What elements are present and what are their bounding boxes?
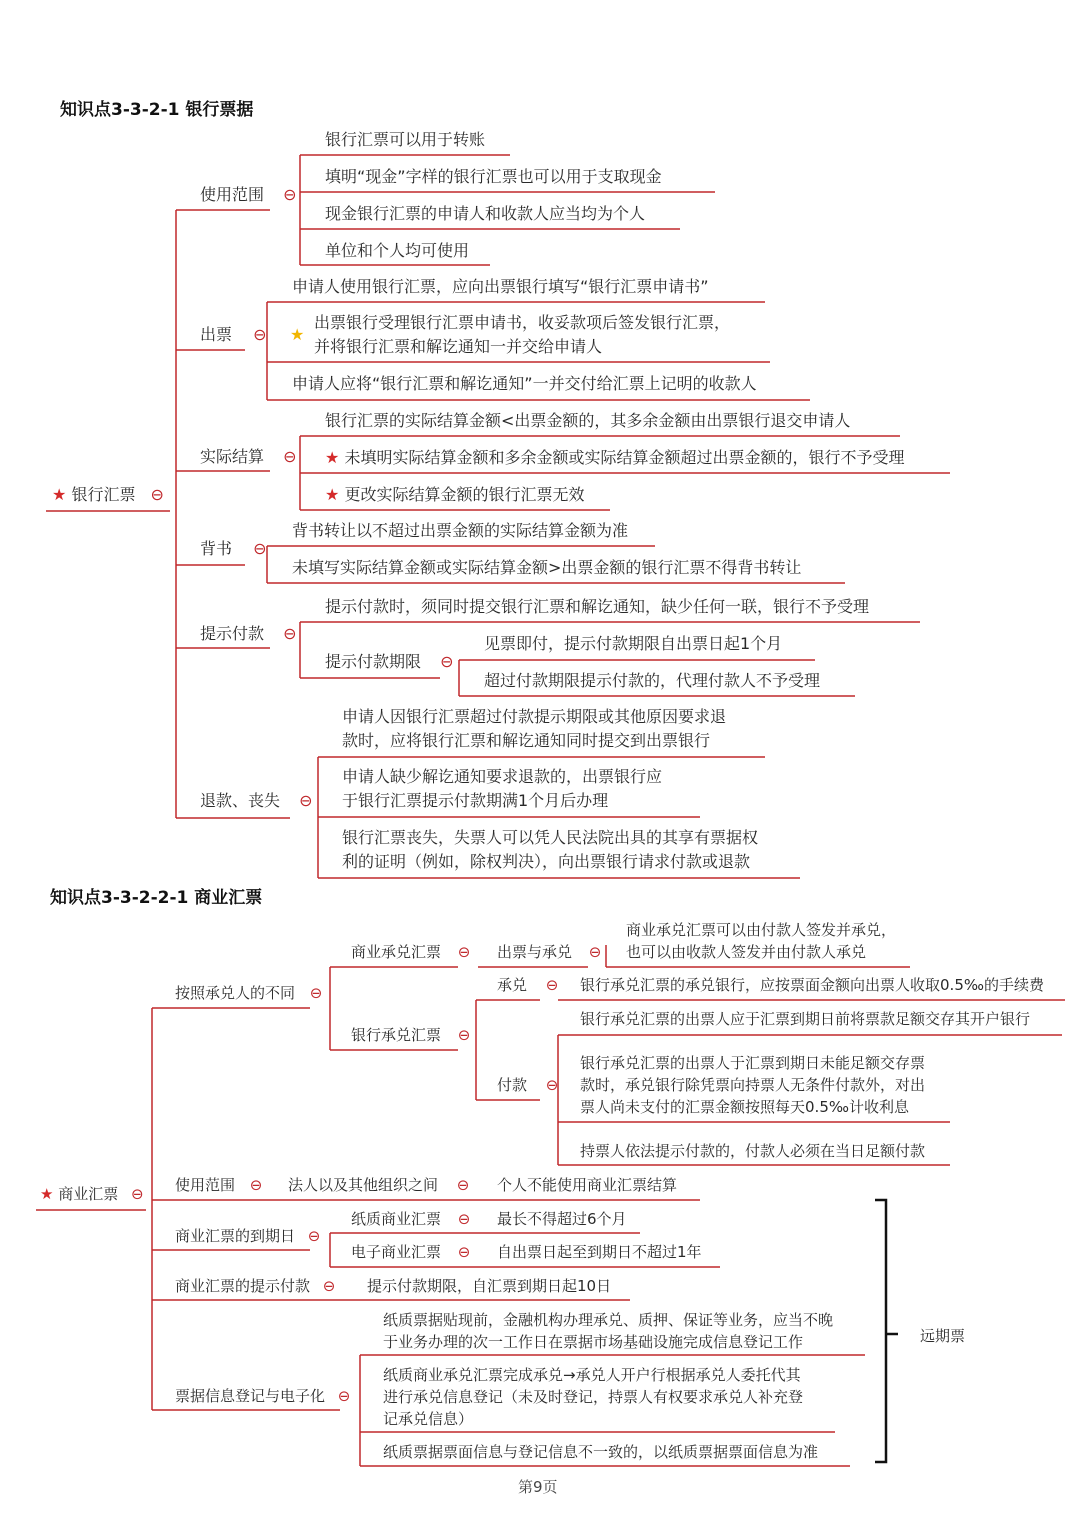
leaf: 进行承兑信息登记（未及时登记，持票人有权要求承兑人补充登: [383, 1388, 804, 1406]
leaf: 超过付款期限提示付款的，代理付款人不予受理: [484, 671, 821, 690]
leaf: 银行承兑汇票的出票人应于汇票到期日前将票款足额交存其开户银行: [580, 1010, 1031, 1028]
leaf: 并将银行汇票和解讫通知一并交给申请人: [314, 337, 603, 356]
label: 商业承兑汇票: [351, 943, 442, 961]
leaf: 自出票日起至到期日不超过1年: [497, 1243, 702, 1261]
leaf: 个人不能使用商业汇票结算: [497, 1176, 678, 1194]
collapse-icon[interactable]: ⊖: [457, 1026, 471, 1044]
page-number: 第9页: [518, 1478, 558, 1496]
root-bank-draft[interactable]: [52, 484, 164, 506]
collapse-icon[interactable]: ⊖: [545, 976, 559, 994]
leaf: 银行汇票的实际结算金额<出票金额的，其多余金额由出票银行退交申请人: [325, 411, 851, 430]
node-pay[interactable]: [497, 1074, 558, 1096]
label: 纸质商业汇票: [351, 1210, 442, 1228]
leaf: 银行汇票丧失，失票人可以凭人民法院出具的其享有票据权: [342, 828, 759, 847]
leaf-text: 未填明实际结算金额和多余金额或实际结算金额超过出票金额的，银行不予受理: [344, 448, 905, 467]
leaf: 于银行汇票提示付款期满1个月后办理: [342, 791, 609, 810]
root-commercial-draft[interactable]: [40, 1183, 144, 1205]
label: 电子商业汇票: [351, 1243, 442, 1261]
leaf-starred: [325, 484, 584, 506]
node-settle[interactable]: [200, 446, 297, 468]
collapse-icon[interactable]: ⊖: [456, 1176, 470, 1194]
node-present-period-label: 提示付款期限: [325, 652, 422, 671]
leaf: 款时，应将银行汇票和解讫通知同时提交到出票银行: [342, 731, 711, 750]
collapse-icon[interactable]: ⊖: [457, 1210, 471, 1228]
label: 使用范围: [175, 1176, 236, 1194]
label: 出票与承兑: [497, 943, 573, 961]
node-registration[interactable]: [175, 1385, 350, 1407]
leaf: 记承兑信息）: [383, 1410, 474, 1428]
leaf: 款时，承兑银行除凭票向持票人无条件付款外，对出: [580, 1076, 926, 1094]
node-refund-label: 退款、丧失: [200, 791, 281, 810]
leaf: 银行承兑汇票的出票人于汇票到期日未能足额交存票: [580, 1054, 926, 1072]
collapse-icon[interactable]: ⊖: [457, 943, 471, 961]
collapse-icon[interactable]: ⊖: [253, 325, 267, 344]
leaf: 持票人依法提示付款的，付款人必须在当日足额付款: [580, 1142, 926, 1160]
collapse-icon[interactable]: ⊖: [457, 1243, 471, 1261]
collapse-icon[interactable]: ⊖: [150, 485, 164, 504]
node-electronic[interactable]: [351, 1241, 470, 1263]
collapse-icon[interactable]: ⊖: [337, 1387, 351, 1405]
leaf: 见票即付，提示付款期限自出票日起1个月: [484, 634, 783, 653]
node-present[interactable]: [200, 623, 297, 645]
leaf: 纸质商业承兑汇票完成承兑→承兑人开户行根据承兑人委托代其: [383, 1366, 801, 1384]
node-present-label: 提示付款: [200, 624, 265, 643]
leaf-text: 更改实际结算金额的银行汇票无效: [344, 485, 585, 504]
star-icon: ★: [290, 325, 305, 344]
leaf: 现金银行汇票的申请人和收款人应当均为个人: [325, 204, 646, 223]
collapse-icon[interactable]: ⊖: [440, 652, 454, 671]
leaf: 申请人因银行汇票超过付款提示期限或其他原因要求退: [342, 707, 727, 726]
node-accept[interactable]: [497, 974, 558, 996]
root-label: 银行汇票: [71, 485, 136, 504]
star-icon: ★: [325, 448, 340, 467]
node-endorse[interactable]: [200, 538, 267, 560]
node-commercial-acceptance[interactable]: [351, 941, 470, 963]
leaf: 于业务办理的次一工作日在票据市场基础设施完成信息登记工作: [383, 1333, 804, 1351]
node-issue-acceptance[interactable]: [497, 941, 601, 963]
collapse-icon[interactable]: ⊖: [253, 539, 267, 558]
section1-title: 知识点3-3-2-1 银行票据: [60, 100, 254, 120]
leaf: 票人尚未支付的汇票金额按照每天0.5‰计收利息: [580, 1098, 909, 1116]
bracket-label: 远期票: [920, 1327, 966, 1345]
bracket: [875, 1200, 898, 1462]
label: 付款: [497, 1076, 528, 1094]
node-maturity[interactable]: [175, 1225, 320, 1247]
leaf: 单位和个人均可使用: [325, 241, 470, 260]
node-present-period[interactable]: [325, 651, 454, 673]
leaf: 背书转让以不超过出票金额的实际结算金额为准: [292, 521, 629, 540]
label: 商业汇票的提示付款: [175, 1277, 311, 1295]
leaf: 银行承兑汇票的承兑银行，应按票面金额向出票人收取0.5‰的手续费: [580, 976, 1044, 994]
leaf: 也可以由收款人签发并由付款人承兑: [626, 943, 867, 961]
leaf: 出票银行受理银行汇票申请书，收妥款项后签发银行汇票，: [314, 313, 731, 332]
label: 法人以及其他组织之间: [288, 1176, 439, 1194]
collapse-icon[interactable]: ⊖: [131, 1185, 144, 1203]
star-icon: ★: [52, 485, 67, 504]
collapse-icon[interactable]: ⊖: [322, 1277, 336, 1295]
leaf: 申请人缺少解讫通知要求退款的，出票银行应: [342, 767, 663, 786]
leaf: 纸质票据贴现前，金融机构办理承兑、质押、保证等业务，应当不晚: [383, 1311, 834, 1329]
leaf: 申请人使用银行汇票，应向出票银行填写“银行汇票申请书”: [292, 277, 709, 296]
leaf: 未填写实际结算金额或实际结算金额>出票金额的银行汇票不得背书转让: [292, 558, 802, 577]
star-icon: ★: [325, 485, 340, 504]
label: 票据信息登记与电子化: [175, 1387, 326, 1405]
collapse-icon[interactable]: ⊖: [299, 791, 313, 810]
node-issue-label: 出票: [200, 325, 233, 344]
root-label: 商业汇票: [58, 1185, 119, 1203]
node-issue[interactable]: [200, 324, 267, 346]
node-settle-label: 实际结算: [200, 447, 265, 466]
node-scope-mid[interactable]: [288, 1174, 469, 1196]
node-bank-acceptance[interactable]: [351, 1024, 470, 1046]
node-scope[interactable]: [175, 1174, 262, 1196]
collapse-icon[interactable]: ⊖: [249, 1176, 263, 1194]
node-refund[interactable]: [200, 790, 313, 812]
leaf-starred: [325, 447, 904, 469]
star-icon: ★: [40, 1185, 54, 1203]
label: 银行承兑汇票: [351, 1026, 442, 1044]
label: 商业汇票的到期日: [175, 1227, 296, 1245]
collapse-icon[interactable]: ⊖: [283, 185, 297, 204]
leaf: 提示付款期限，自汇票到期日起10日: [367, 1277, 612, 1295]
collapse-icon[interactable]: ⊖: [283, 624, 297, 643]
node-usage[interactable]: [200, 184, 297, 206]
section2-title: 知识点3-3-2-2-1 商业汇票: [50, 888, 263, 908]
label: 承兑: [497, 976, 528, 994]
leaf: 纸质票据票面信息与登记信息不一致的，以纸质票据票面信息为准: [383, 1443, 819, 1461]
leaf: 商业承兑汇票可以由付款人签发并承兑，: [626, 921, 897, 939]
collapse-icon[interactable]: ⊖: [588, 943, 602, 961]
node-endorse-label: 背书: [200, 539, 233, 558]
node-acceptor[interactable]: [175, 982, 322, 1004]
collapse-icon[interactable]: ⊖: [307, 1227, 321, 1245]
leaf: 利的证明（例如，除权判决），向出票银行请求付款或退款: [342, 852, 751, 871]
node-acceptor-label: 按照承兑人的不同: [175, 984, 296, 1002]
collapse-icon[interactable]: ⊖: [309, 984, 323, 1002]
node-presentment[interactable]: [175, 1275, 335, 1297]
node-paper[interactable]: [351, 1208, 470, 1230]
leaf: 填明“现金”字样的银行汇票也可以用于支取现金: [325, 167, 662, 186]
leaf: 银行汇票可以用于转账: [325, 130, 486, 149]
leaf: 提示付款时，须同时提交银行汇票和解讫通知，缺少任何一联，银行不予受理: [325, 597, 870, 616]
node-usage-label: 使用范围: [200, 185, 265, 204]
collapse-icon[interactable]: ⊖: [545, 1076, 559, 1094]
collapse-icon[interactable]: ⊖: [283, 447, 297, 466]
leaf: 最长不得超过6个月: [497, 1210, 627, 1228]
leaf: 申请人应将“银行汇票和解讫通知”一并交付给汇票上记明的收款人: [292, 374, 757, 393]
